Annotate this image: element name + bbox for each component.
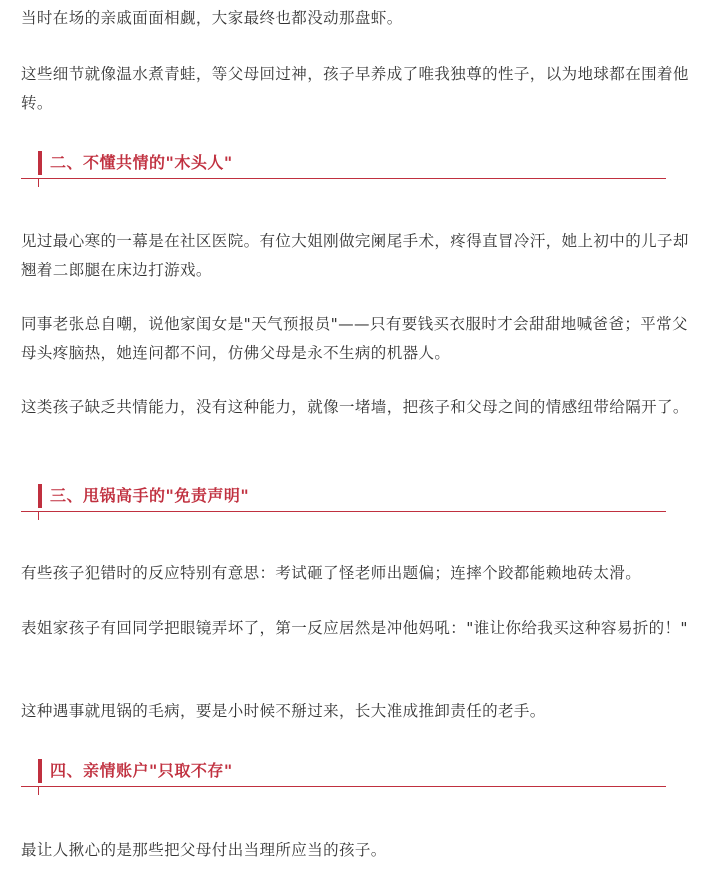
paragraph: 表姐家孩子有回同学把眼镜弄坏了，第一反应居然是冲他妈吼："谁让你给我买这种容易折的！" bbox=[21, 619, 688, 637]
paragraph: 这类孩子缺乏共情能力，没有这种能力，就像一堵墙，把孩子和父母之间的情感纽带给隔开了。 bbox=[21, 398, 689, 416]
paragraph: 这些细节就像温水煮青蛙，等父母回过神，孩子早养成了唯我独尊的性子，以为地球都在围着他转。 bbox=[21, 65, 689, 112]
heading-underline bbox=[21, 511, 666, 512]
section-heading-title: 四、亲情账户"只取不存" bbox=[50, 761, 233, 780]
heading-accent-bar bbox=[38, 759, 42, 783]
section-heading bbox=[21, 759, 666, 789]
heading-underline-tick bbox=[38, 786, 39, 795]
section-heading bbox=[21, 484, 666, 514]
section-heading-title: 三、甩锅高手的"免责声明" bbox=[50, 486, 250, 505]
heading-underline-tick bbox=[38, 178, 39, 187]
paragraph: 当时在场的亲戚面面相觑，大家最终也都没动那盘虾。 bbox=[21, 9, 403, 27]
paragraph: 见过最心寒的一幕是在社区医院。有位大姐刚做完阑尾手术，疼得直冒冷汗，她上初中的儿子却翘着二郎腿在床边打游戏。 bbox=[21, 232, 689, 279]
paragraph: 同事老张总自嘲，说他家闺女是"天气预报员"——只有要钱买衣服时才会甜甜地喊爸爸；平常父母头疼脑热，她连问都不问，仿佛父母是永不生病的机器人。 bbox=[21, 315, 688, 362]
heading-underline bbox=[21, 178, 666, 179]
section-heading-title: 二、不懂共情的"木头人" bbox=[50, 153, 233, 172]
paragraph: 最让人揪心的是那些把父母付出当理所应当的孩子。 bbox=[21, 841, 387, 859]
heading-accent-bar bbox=[38, 484, 42, 508]
heading-underline-tick bbox=[38, 511, 39, 520]
paragraph: 有些孩子犯错时的反应特别有意思：考试砸了怪老师出题偏；连摔个跤都能赖地砖太滑。 bbox=[21, 564, 642, 582]
paragraph: 这种遇事就甩锅的毛病，要是小时候不掰过来，长大准成推卸责任的老手。 bbox=[21, 702, 546, 720]
heading-underline bbox=[21, 786, 666, 787]
heading-accent-bar bbox=[38, 151, 42, 175]
section-heading bbox=[21, 151, 666, 181]
